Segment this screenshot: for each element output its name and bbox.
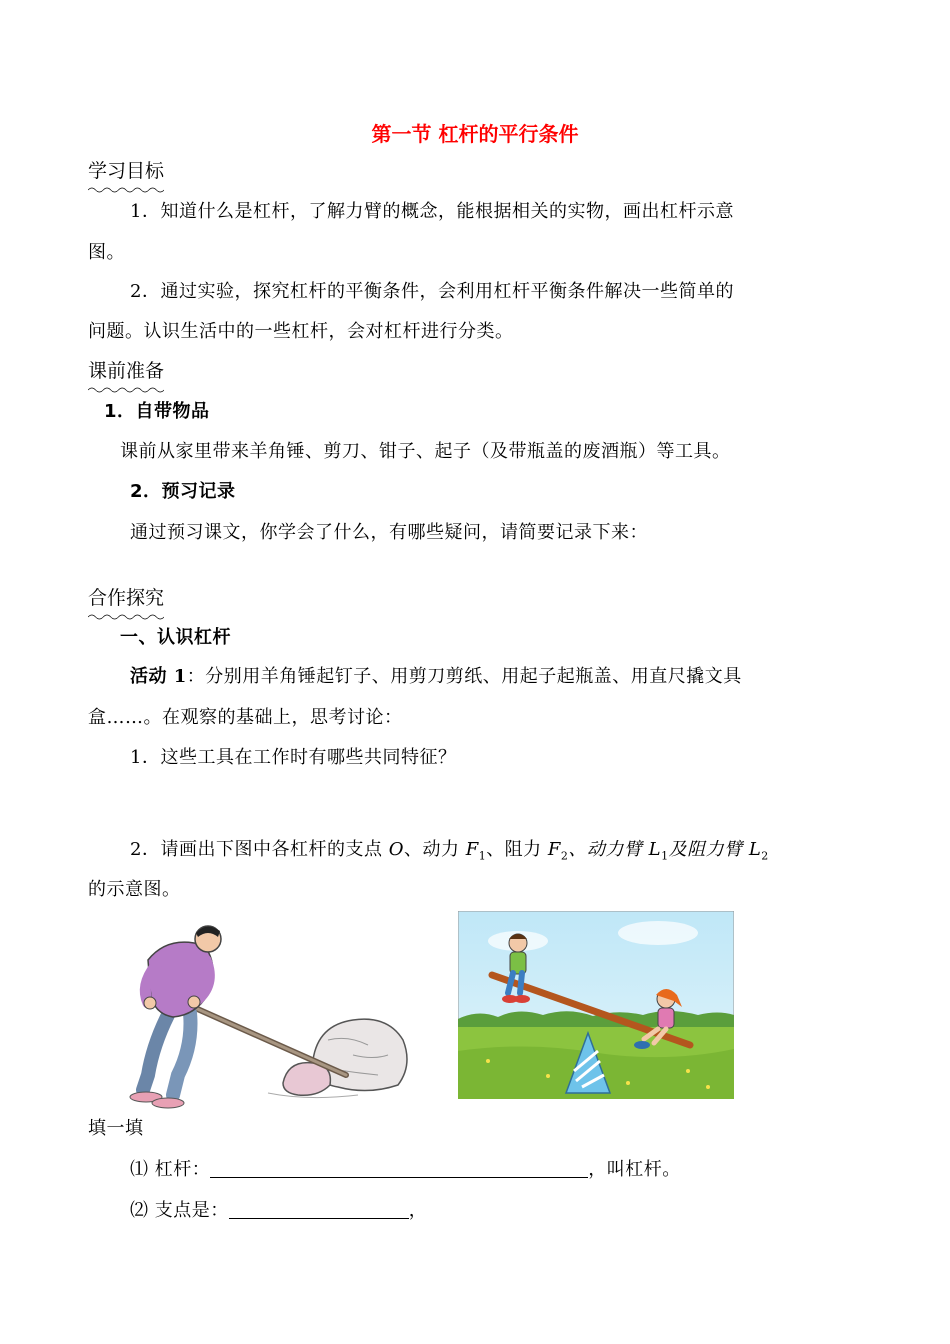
q2-effort-symbol: F	[465, 839, 479, 860]
q2-text-e: 及阻力臂 L	[668, 839, 762, 860]
wavy-underline	[88, 613, 164, 621]
fill-item-1-end: ，叫杠杆。	[588, 1159, 681, 1180]
fill-item-2	[130, 1196, 427, 1222]
question-2	[130, 835, 769, 863]
activity-1-line	[130, 662, 742, 688]
q2-text-b: 、动力	[403, 839, 466, 860]
q2-text-c: 、阻力	[486, 839, 548, 860]
activity-text: ：分别用羊角锤起钉子、用剪刀剪纸、用起子起瓶盖、用直尺撬文具	[186, 666, 742, 687]
section-heading-text: 学习目标	[88, 160, 165, 182]
q2-load-symbol: F	[547, 839, 561, 860]
goal-1-line-b: 图。	[88, 242, 125, 263]
goal-2-line-a: 2．通过实验，探究杠杆的平衡条件，会利用杠杆平衡条件解决一些简单的	[130, 281, 734, 302]
question-2-continuation: 的示意图。	[88, 879, 181, 900]
goal-2-line-b: 问题。认识生活中的一些杠杆，会对杠杆进行分类。	[88, 321, 514, 342]
explore-subheading-1: 一、认识杠杆	[120, 627, 231, 648]
q2-text-d: 、动力臂 L	[568, 839, 662, 860]
fill-item-2-blank[interactable]	[229, 1200, 409, 1219]
q2-effort-subscript: 1	[478, 849, 487, 863]
prep-subheading-2: 2．预习记录	[130, 481, 236, 502]
man-prying-rock-illustration	[118, 915, 418, 1110]
q2-load-subscript: 2	[560, 849, 569, 863]
section-heading-goals	[88, 156, 164, 188]
seesaw-illustration	[458, 911, 734, 1099]
prep-paragraph-2: 通过预习课文，你学会了什么，有哪些疑问，请简要记录下来：	[130, 522, 648, 543]
fill-item-1	[130, 1155, 681, 1181]
prep-paragraph-1: 课前从家里带来羊角锤、剪刀、钳子、起子（及带瓶盖的废酒瓶）等工具。	[120, 441, 731, 462]
goal-1-line-a: 1．知道什么是杠杆，了解力臂的概念，能根据相关的实物，画出杠杆示意	[130, 201, 734, 222]
fill-item-2-end: ，	[408, 1200, 428, 1221]
wavy-underline	[88, 186, 164, 194]
page-title: 第一节 杠杆的平行条件	[371, 122, 579, 146]
fill-item-1-blank[interactable]	[210, 1159, 588, 1178]
fill-item-2-label: ⑵ 支点是：	[130, 1200, 229, 1221]
fill-item-1-label: ⑴ 杠杆：	[130, 1159, 211, 1180]
section-heading-explore	[88, 583, 164, 615]
section-heading-prep	[88, 356, 164, 388]
activity-1-continuation: 盒……。在观察的基础上，思考讨论：	[88, 707, 403, 728]
prep-subheading-1: 1．自带物品	[104, 401, 210, 422]
question-1: 1．这些工具在工作时有哪些共同特征？	[130, 747, 457, 768]
section-heading-text: 合作探究	[88, 587, 165, 609]
q2-arm2-subscript: 2	[761, 849, 769, 863]
activity-label: 活动 1	[130, 666, 187, 687]
q2-arm1-subscript: 1	[661, 849, 669, 863]
q2-text-a: 2．请画出下图中各杠杆的支点	[130, 839, 389, 860]
q2-fulcrum-symbol: O	[388, 839, 404, 860]
fill-in-heading: 填一填	[88, 1118, 144, 1139]
wavy-underline	[88, 386, 164, 394]
section-heading-text: 课前准备	[88, 360, 165, 382]
